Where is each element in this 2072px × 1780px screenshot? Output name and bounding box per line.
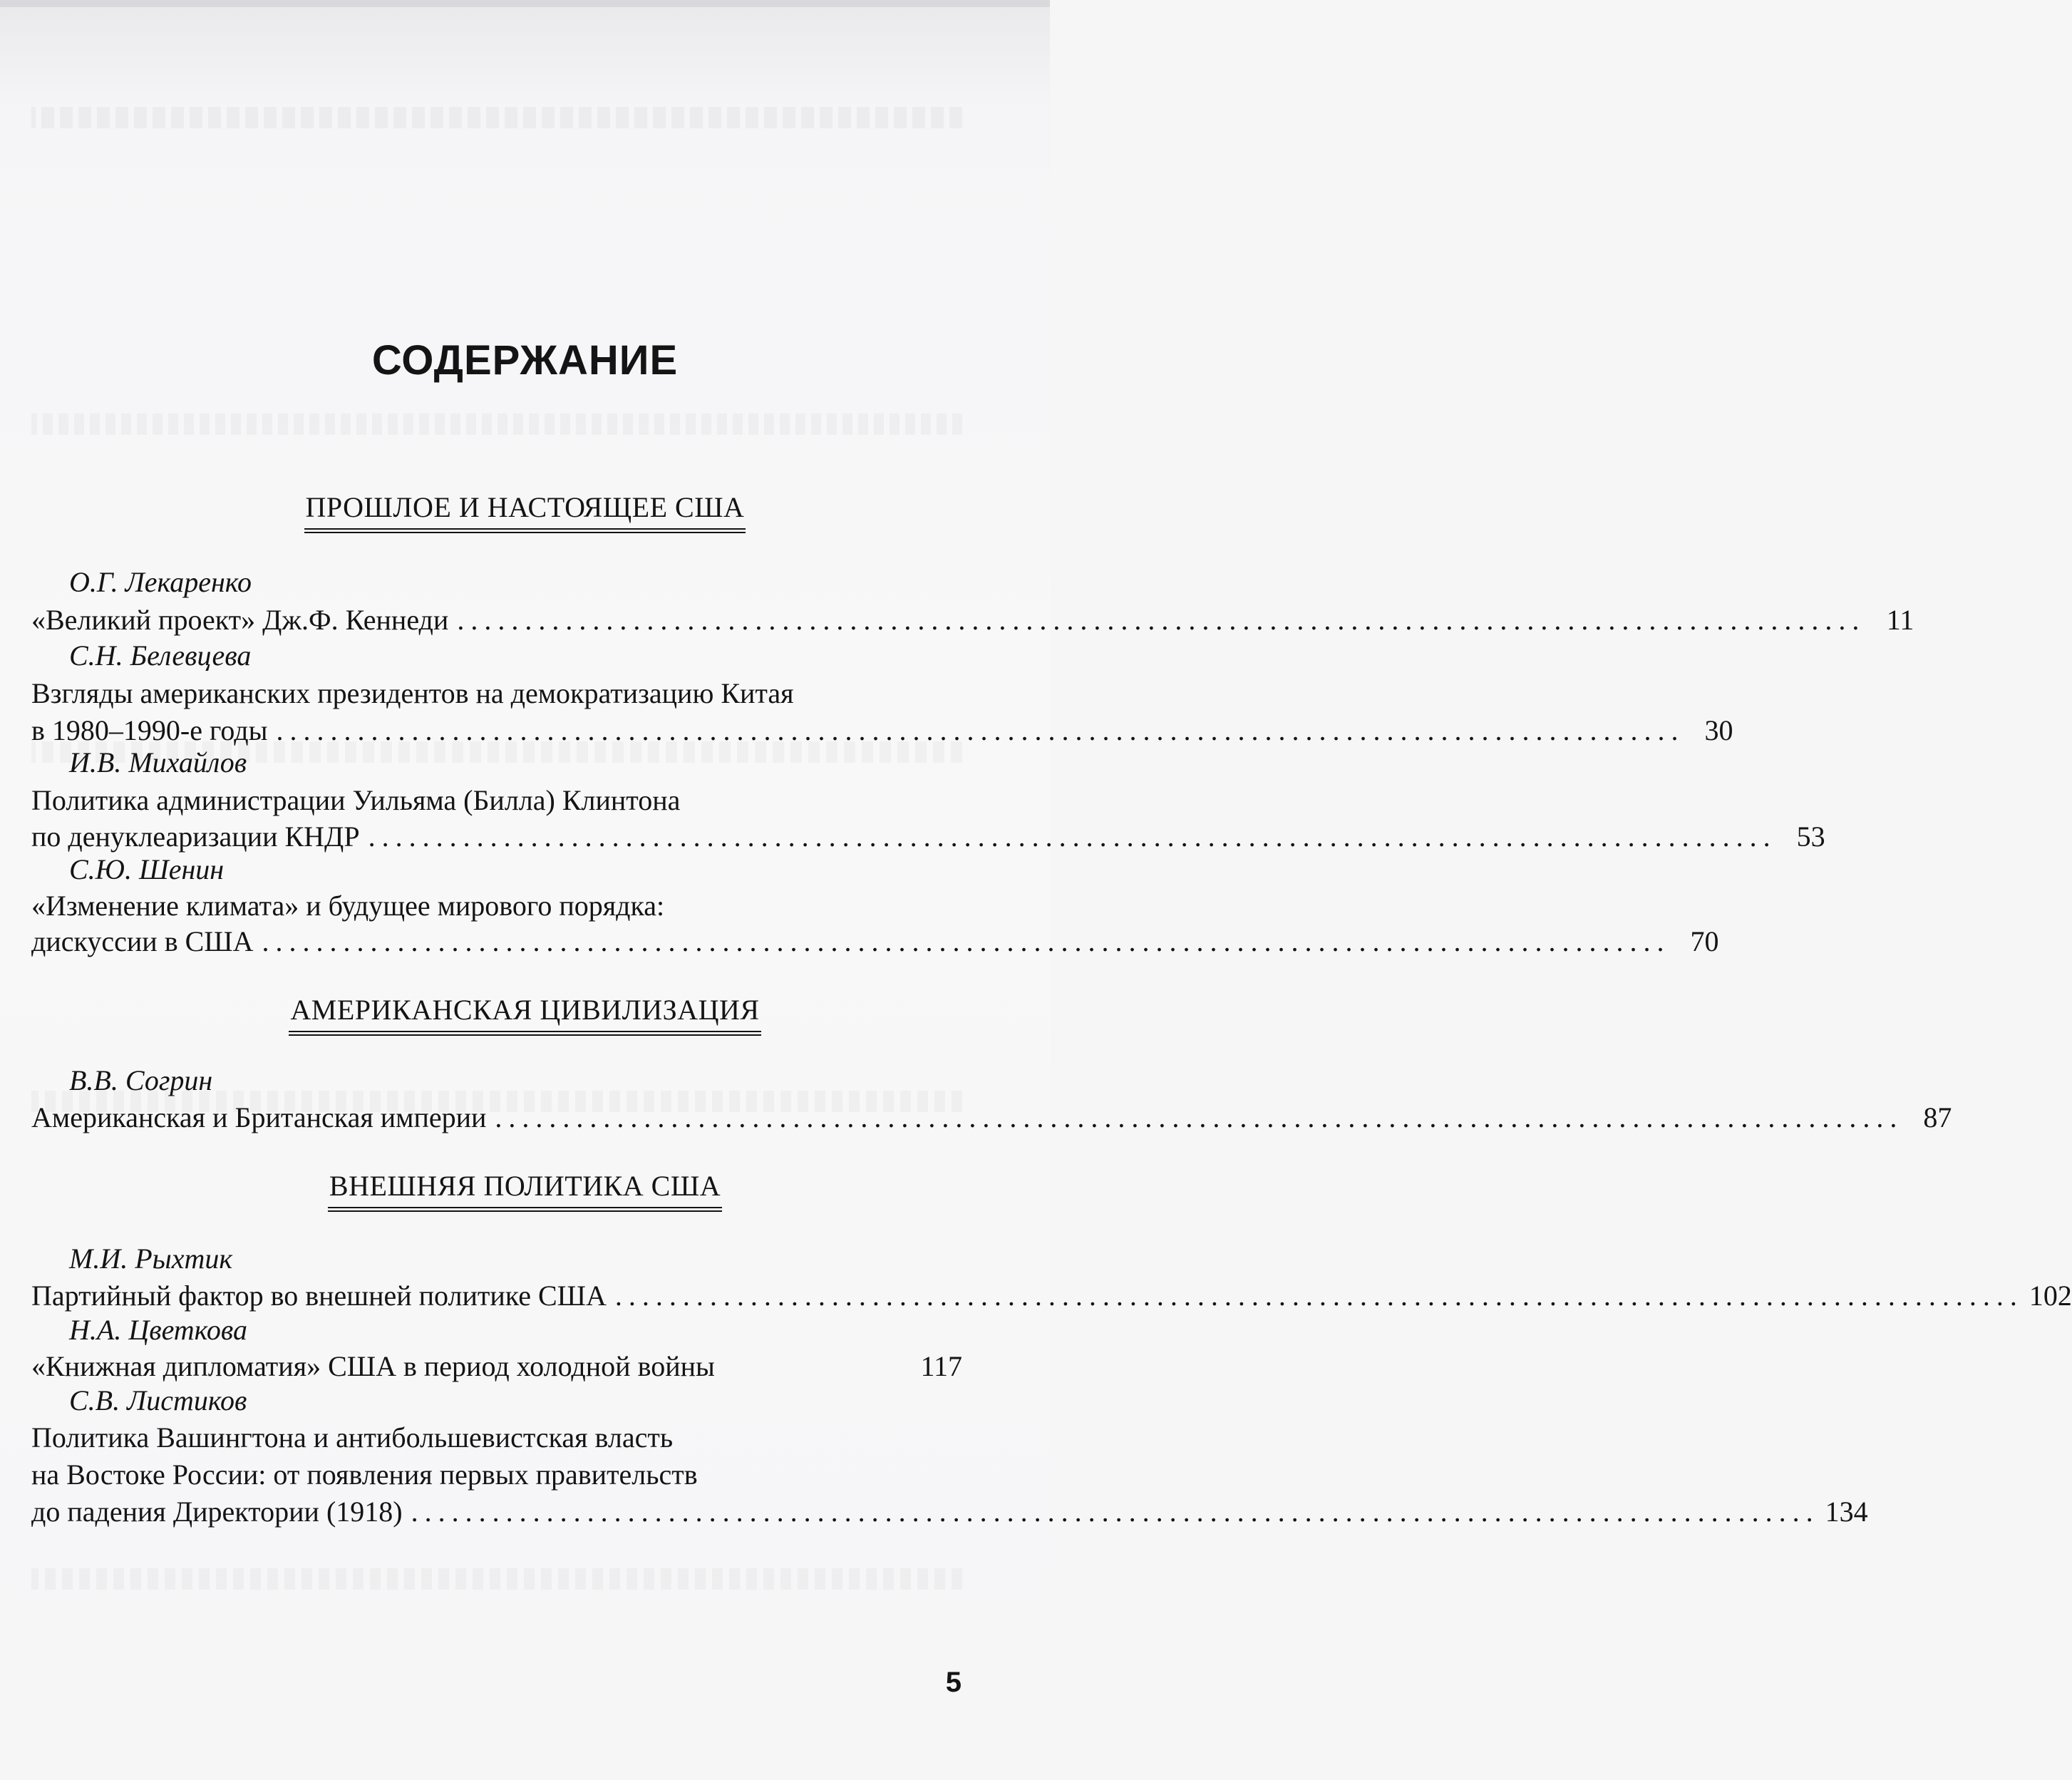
toc-author: В.В. Согрин bbox=[69, 1064, 213, 1096]
toc-entry-title: по денуклеаризации КНДР bbox=[31, 820, 360, 853]
toc-entry-title: до падения Директории (1918) bbox=[31, 1496, 403, 1528]
section-heading bbox=[0, 490, 1050, 533]
bleed-through bbox=[31, 413, 962, 435]
toc-author: Н.А. Цветкова bbox=[69, 1314, 247, 1346]
toc-author: С.В. Листиков bbox=[69, 1384, 247, 1416]
toc-entry[interactable] bbox=[31, 1495, 1868, 1528]
leader-dots: ........................................................................................................ bbox=[614, 1280, 2024, 1312]
page-number: 5 bbox=[945, 1667, 962, 1698]
leader-dots: ........................................................................................................ bbox=[262, 925, 1671, 957]
toc-page-number: 70 bbox=[1690, 925, 1719, 957]
toc-page-number: 87 bbox=[1923, 1101, 1952, 1133]
leader-dots: ........................................................................................................ bbox=[411, 1496, 1820, 1528]
toc-entry-title: «Книжная дипломатия» США в период холодной войны bbox=[31, 1350, 715, 1382]
toc-author: М.И. Рыхтик bbox=[69, 1243, 233, 1275]
toc-entry-title: Политика администрации Уильяма (Билла) Клинтона bbox=[31, 784, 681, 816]
toc-author: О.Г. Лекаренко bbox=[69, 566, 252, 598]
toc-page-number: 30 bbox=[1704, 714, 1733, 746]
toc-entry-title: «Великий проект» Дж.Ф. Кеннеди bbox=[31, 604, 449, 636]
leader-dots: ........................................................................................................ bbox=[457, 604, 1866, 636]
page-top-edge bbox=[0, 0, 1050, 7]
toc-entry[interactable] bbox=[31, 925, 1719, 958]
bleed-through bbox=[31, 107, 962, 128]
toc-entry-title: Американская и Британская империи bbox=[31, 1101, 487, 1133]
section-heading-text: ПРОШЛОЕ И НАСТОЯЩЕЕ США bbox=[304, 490, 746, 533]
bleed-through bbox=[31, 1568, 962, 1590]
toc-page-number: 102 bbox=[2029, 1280, 2072, 1312]
toc-page-number: 117 bbox=[920, 1350, 962, 1382]
toc-entry-title: Политика Вашингтона и антибольшевистская власть bbox=[31, 1421, 674, 1454]
section-heading bbox=[0, 993, 1050, 1036]
toc-entry-title: Партийный фактор во внешней политике США bbox=[31, 1280, 607, 1312]
leader-dots: ........................................................................................................ bbox=[276, 714, 1685, 746]
toc-page-number: 134 bbox=[1825, 1496, 1868, 1528]
toc-page-number: 11 bbox=[1886, 604, 1914, 636]
toc-author: И.В. Михайлов bbox=[69, 746, 247, 778]
toc-entry-title: на Востоке России: от появления первых правительств bbox=[31, 1459, 698, 1491]
section-heading bbox=[0, 1169, 1050, 1212]
toc-entry[interactable] bbox=[31, 1101, 1952, 1134]
toc-entry-title: в 1980–1990-е годы bbox=[31, 714, 268, 746]
page-title: СОДЕРЖАНИЕ bbox=[371, 337, 679, 384]
toc-author: С.Ю. Шенин bbox=[69, 853, 225, 885]
toc-entry-title: «Изменение климата» и будущее мирового порядка: bbox=[31, 890, 665, 922]
toc-entry[interactable] bbox=[31, 714, 1733, 747]
toc-entry[interactable] bbox=[31, 1349, 962, 1383]
toc-page-number: 53 bbox=[1796, 820, 1825, 853]
toc-author: С.Н. Белевцева bbox=[69, 639, 252, 672]
leader-dots: ........................................................................................................ bbox=[368, 820, 1777, 853]
toc-entry[interactable] bbox=[31, 1279, 2072, 1312]
toc-entry[interactable] bbox=[31, 603, 1914, 637]
section-heading-text: АМЕРИКАНСКАЯ ЦИВИЛИЗАЦИЯ bbox=[289, 993, 761, 1036]
toc-entry-title: Взгляды американских президентов на демократизацию Китая bbox=[31, 677, 794, 709]
section-heading-text: ВНЕШНЯЯ ПОЛИТИКА США bbox=[328, 1169, 722, 1212]
leader-dots: ........................................................................................................ bbox=[495, 1101, 1904, 1133]
toc-entry[interactable] bbox=[31, 820, 1825, 853]
toc-entry-title: дискуссии в США bbox=[31, 925, 254, 957]
